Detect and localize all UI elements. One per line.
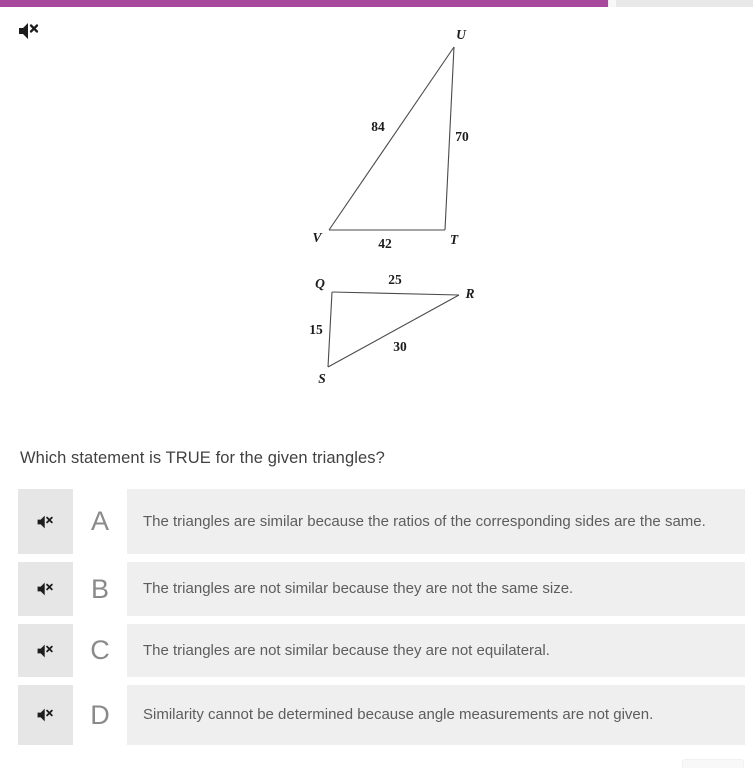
option-c-text[interactable]: The triangles are not similar because they are not equilateral.	[127, 624, 745, 677]
option-d-letter: D	[75, 685, 125, 745]
option-d-audio-button[interactable]	[18, 685, 73, 745]
page-mute-button[interactable]	[17, 20, 41, 41]
side-length-ut: 70	[455, 129, 469, 145]
vertex-label-t: T	[449, 232, 459, 248]
option-row-c[interactable]	[18, 624, 745, 677]
vertex-label-u: U	[456, 27, 466, 43]
vertex-label-v: V	[312, 230, 322, 246]
option-b-audio-button[interactable]	[18, 562, 73, 616]
vertex-label-s: S	[318, 371, 326, 387]
option-a-text[interactable]: The triangles are similar because the ratios of the corresponding sides are the same.	[127, 489, 745, 554]
option-d-text[interactable]: Similarity cannot be determined because angle measurements are not given.	[127, 685, 745, 745]
muted-speaker-icon	[36, 643, 55, 659]
side-length-vt: 42	[378, 236, 392, 252]
muted-speaker-icon	[36, 514, 55, 530]
option-b-text[interactable]: The triangles are not similar because they are not the same size.	[127, 562, 745, 616]
progress-bar-track	[0, 0, 753, 7]
side-ut	[445, 47, 454, 230]
option-a-letter: A	[75, 489, 125, 554]
bottom-right-cutoff-element	[682, 759, 744, 768]
side-qs	[328, 292, 332, 367]
option-c-audio-button[interactable]	[18, 624, 73, 677]
option-row-b[interactable]	[18, 562, 745, 616]
option-row-a[interactable]	[18, 489, 745, 554]
side-length-uv: 84	[371, 119, 385, 135]
option-a-audio-button[interactable]	[18, 489, 73, 554]
progress-bar-fill	[0, 0, 608, 7]
side-length-qr: 25	[388, 272, 402, 288]
side-sr	[328, 295, 459, 367]
answer-options	[18, 489, 745, 753]
option-c-letter: C	[75, 624, 125, 677]
option-row-d[interactable]	[18, 685, 745, 745]
side-length-sr: 30	[393, 339, 407, 355]
side-vu	[329, 47, 454, 230]
vertex-label-r: R	[465, 286, 475, 302]
progress-bar-thumb	[608, 0, 616, 7]
option-b-letter: B	[75, 562, 125, 616]
side-length-qs: 15	[309, 322, 323, 338]
muted-speaker-icon	[17, 21, 41, 41]
side-qr	[332, 292, 459, 295]
triangles-figure	[280, 25, 490, 395]
question-text: Which statement is TRUE for the given triangles?	[20, 449, 385, 467]
muted-speaker-icon	[36, 581, 55, 597]
vertex-label-q: Q	[315, 276, 325, 292]
muted-speaker-icon	[36, 707, 55, 723]
